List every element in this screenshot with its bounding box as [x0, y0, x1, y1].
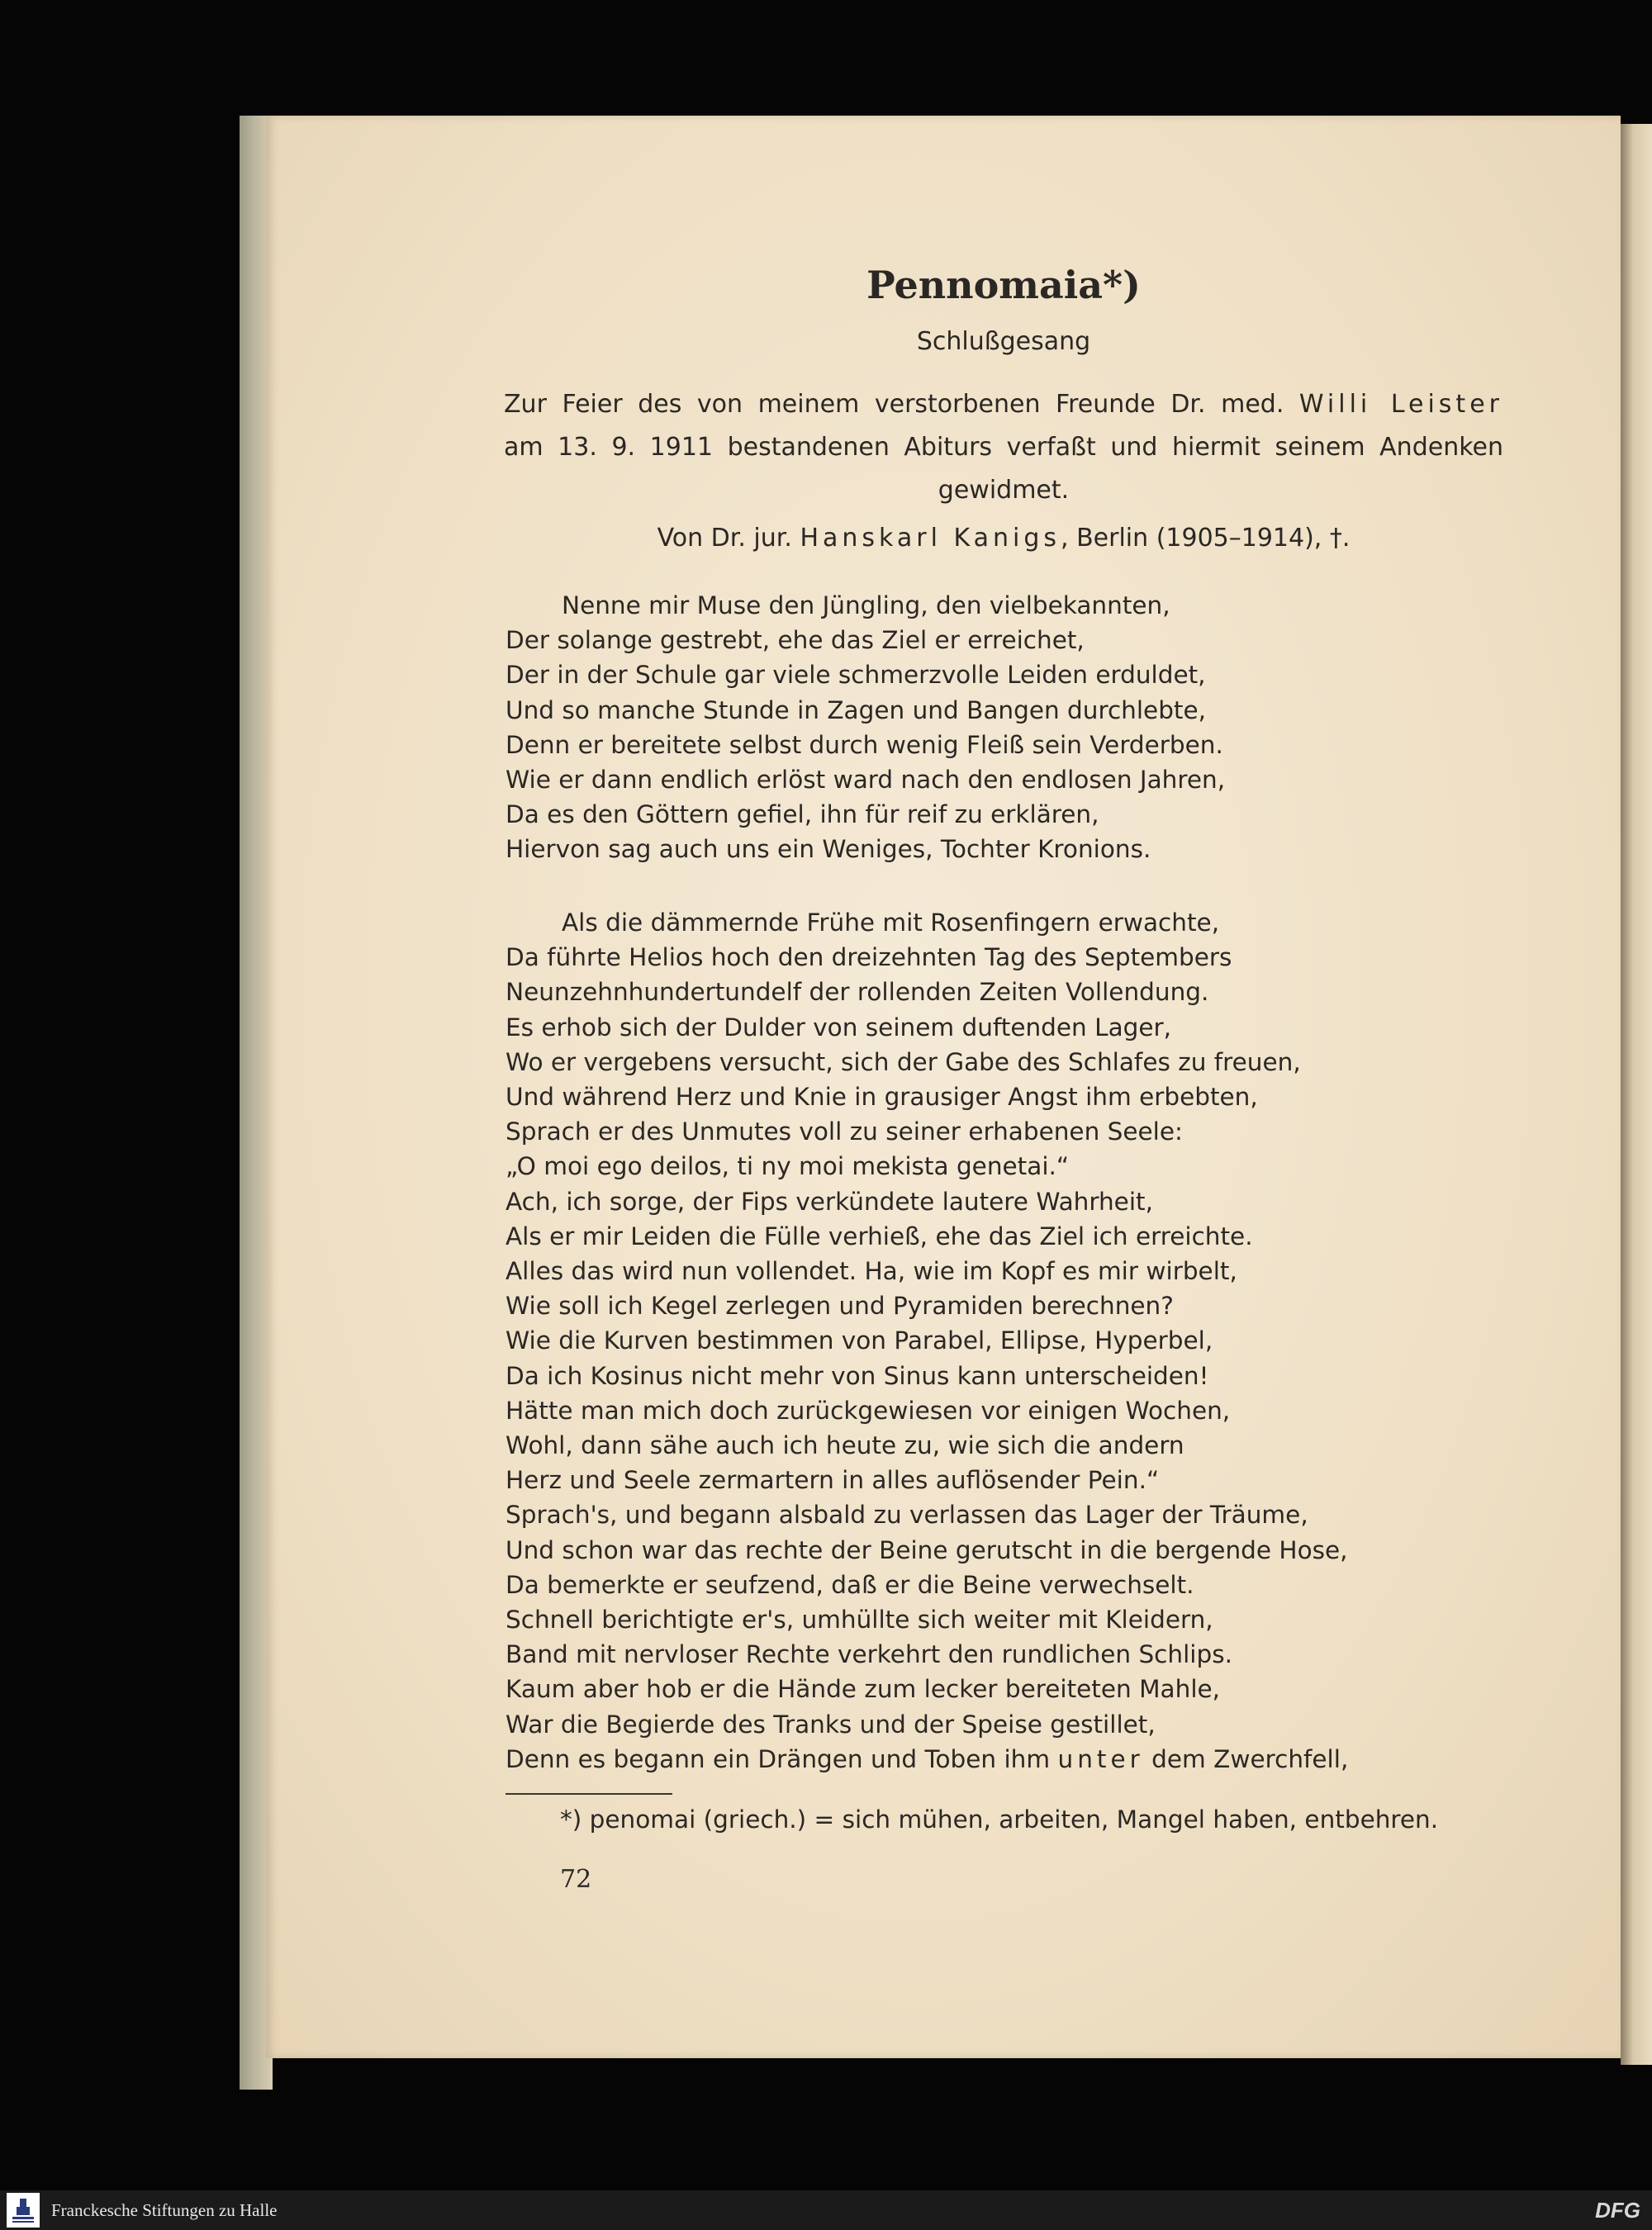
poem-line: Und so manche Stunde in Zagen und Bangen durchlebte,: [506, 695, 1207, 724]
poem-line: Der solange gestrebt, ehe das Ziel er erreichet,: [506, 626, 1085, 655]
footnote-rule: [506, 1793, 672, 1795]
poem-line: War die Begierde des Tranks und der Speise gestillet,: [506, 1710, 1156, 1739]
poem-line: Kaum aber hob er die Hände zum lecker bereiteten Mahle,: [506, 1675, 1221, 1704]
poem-title: Pennomaia*): [866, 263, 1141, 307]
poem-line: Wie soll ich Kegel zerlegen und Pyramiden berechnen?: [506, 1292, 1174, 1321]
poem-line: Hiervon sag auch uns ein Weniges, Tochter Kronions.: [506, 835, 1151, 864]
author-line: [0, 524, 1652, 553]
poem-line: Als er mir Leiden die Fülle verhieß, ehe das Ziel ich erreichte.: [506, 1222, 1253, 1250]
poem-line-text: dem Zwerchfell,: [1151, 1744, 1349, 1773]
poem-line: Der in der Schule gar viele schmerzvolle Leiden erduldet,: [506, 661, 1206, 690]
poem-line: Hätte man mich doch zurückgewiesen vor einigen Wochen,: [506, 1396, 1231, 1425]
dedication-line-3: gewidmet.: [938, 476, 1070, 505]
poem-line-text: Denn es begann ein Drängen und Toben ihm: [506, 1744, 1051, 1773]
institution-name[interactable]: Franckesche Stiftungen zu Halle: [51, 2199, 278, 2220]
poem-line: Wie er dann endlich erlöst ward nach den endlosen Jahren,: [506, 766, 1226, 795]
dedication-line-2: am 13. 9. 1911 bestandenen Abiturs verfaßt und hiermit seinem Andenken: [504, 433, 1503, 462]
poem-line: Wohl, dann sähe auch ich heute zu, wie sich die andern: [506, 1431, 1184, 1460]
poem-line: Da es den Göttern gefiel, ihn für reif zu erklären,: [506, 800, 1099, 829]
poem-line: Band mit nervloser Rechte verkehrt den rundlichen Schlips.: [506, 1640, 1232, 1669]
poem-line: Alles das wird nun vollendet. Ha, wie im Kopf es mir wirbelt,: [506, 1257, 1237, 1286]
page-number: 72: [560, 1865, 592, 1894]
dfg-logo: DFG: [1595, 2197, 1640, 2223]
poem-line: Denn er bereitete selbst durch wenig Fleiß sein Verderben.: [506, 730, 1223, 759]
footnote: *) penomai (griech.) = sich mühen, arbeiten, Mangel haben, entbehren.: [560, 1805, 1439, 1834]
dedicatee-name: Willi Leister: [1298, 390, 1503, 419]
stanza-1: [506, 588, 1497, 867]
author-name: Hanskarl Kanigs: [800, 524, 1061, 553]
emphasized-word: unter: [1057, 1744, 1144, 1773]
dedication-text: Zur Feier des von meinem verstorbenen Freunde Dr. med.: [504, 390, 1284, 419]
poem-line: Sprach er des Unmutes voll zu seiner erhabenen Seele:: [506, 1117, 1183, 1146]
poem-line: Nenne mir Muse den Jüngling, den vielbekannten,: [562, 591, 1170, 619]
poem-line: Ach, ich sorge, der Fips verkündete lautere Wahrheit,: [506, 1187, 1153, 1216]
poem-line: Sprach's, und begann alsbald zu verlassen das Lager der Träume,: [506, 1501, 1308, 1530]
poem-line: Als die dämmernde Frühe mit Rosenfingern erwachte,: [562, 909, 1220, 937]
poem-line: Und schon war das rechte der Beine gerutscht in die bergende Hose,: [506, 1535, 1348, 1564]
stanza-2: [506, 905, 1497, 1777]
dedication: [504, 383, 1503, 512]
poem-line: Wo er vergebens versucht, sich der Gabe des Schlafes zu freuen,: [506, 1047, 1301, 1076]
poem-line: Herz und Seele zermartern in alles auflösender Pein.“: [506, 1466, 1160, 1495]
poem-line: Es erhob sich der Dulder von seinem duftenden Lager,: [506, 1013, 1172, 1041]
poem-line: Neunzehnhundertundelf der rollenden Zeiten Vollendung.: [506, 978, 1209, 1007]
poem-line-last: [506, 1742, 1497, 1777]
dedication-line-1: [504, 383, 1503, 426]
facing-page-edge: [1621, 124, 1652, 2065]
poem-line: Da bemerkte er seufzend, daß er die Beine verwechselt.: [506, 1570, 1194, 1599]
author-prefix: Von Dr. jur.: [657, 524, 792, 553]
poem-line: Da ich Kosinus nicht mehr von Sinus kann unterscheiden!: [506, 1361, 1209, 1390]
institution-logo: [7, 2193, 40, 2228]
author-suffix: , Berlin (1905–1914), †.: [1061, 524, 1351, 553]
poem-line: Schnell berichtigte er's, umhüllte sich weiter mit Kleidern,: [506, 1606, 1213, 1635]
viewer-footer: [0, 2190, 1652, 2230]
poem-line: Wie die Kurven bestimmen von Parabel, Ellipse, Hyperbel,: [506, 1326, 1213, 1355]
institution-logo-icon: [9, 2195, 37, 2225]
poem-line: Da führte Helios hoch den dreizehnten Tag des Septembers: [506, 943, 1232, 972]
poem-line: „O moi ego deilos, ti ny moi mekista genetai.“: [506, 1152, 1070, 1181]
poem-subtitle: Schlußgesang: [916, 327, 1091, 356]
poem-line: Und während Herz und Knie in grausiger Angst ihm erbebten,: [506, 1083, 1258, 1112]
